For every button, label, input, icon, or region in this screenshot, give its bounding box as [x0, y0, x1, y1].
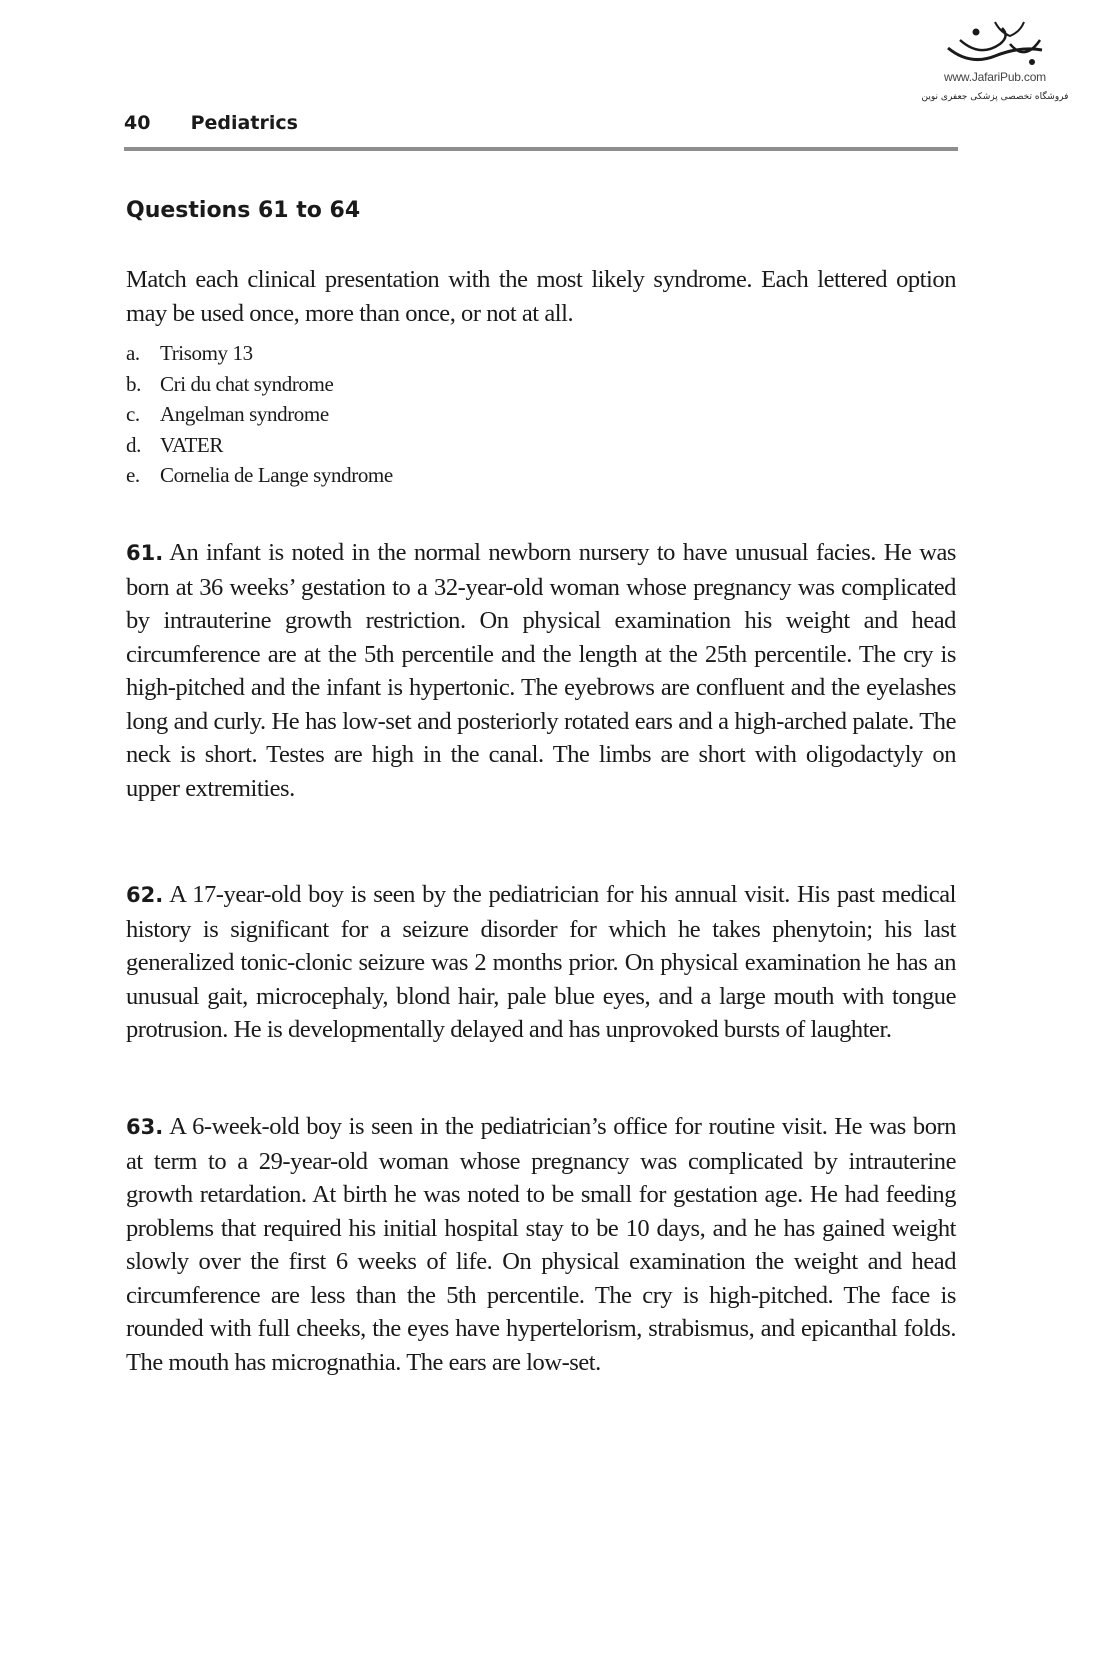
option-item [126, 338, 393, 369]
publisher-tagline: فروشگاه تخصصی پزشکی جعفری نوین [921, 92, 1069, 102]
option-letter: e. [126, 463, 140, 487]
header-rule [124, 147, 958, 151]
option-letter: a. [126, 341, 140, 365]
option-item [126, 369, 393, 400]
question-63 [126, 1110, 956, 1379]
page-number: 40 [124, 112, 151, 134]
option-text: Cri du chat syndrome [160, 371, 334, 396]
matching-instructions: Match each clinical presentation with the most likely syndrome. Each lettered option may be used once, more than once, or not at all. [126, 266, 956, 327]
option-text: Cornelia de Lange syndrome [160, 463, 393, 487]
calligraphy-logo-icon [940, 18, 1050, 68]
question-61 [126, 536, 956, 805]
question-stem: An infant is noted in the normal newborn nursery to have unusual facies. He was born at 36 weeks’ gestation to a 32-year-old woman whose pregnancy was complicated by intrauterine growth restriction. On physical examination his weight and head circumference are at the 5th percentile and the length at the 25th percentile. The cry is high-pitched and the infant is hypertonic. The eyebrows are confluent and the eyelashes long and curly. He has low-set and posteriorly rotated ears and a high-arched palate. The neck is short. Testes are high in the canal. The limbs are short with oligodactyly on upper extremities. [126, 539, 956, 802]
question-number: 62. [126, 883, 164, 907]
publisher-watermark [920, 18, 1070, 102]
section-title: Questions 61 to 64 [126, 198, 361, 223]
question-number: 61. [126, 541, 164, 565]
book-title: Pediatrics [190, 112, 298, 134]
option-item [126, 460, 393, 491]
option-item [126, 430, 393, 461]
running-header [124, 112, 298, 134]
option-text: Trisomy 13 [160, 341, 253, 365]
publisher-url: www.JafariPub.com [944, 70, 1046, 84]
option-letter: d. [126, 432, 141, 457]
question-number: 63. [126, 1115, 164, 1139]
option-letter: c. [126, 402, 140, 426]
option-text: VATER [160, 432, 223, 457]
question-stem: A 17-year-old boy is seen by the pediatrician for his annual visit. His past medical history is significant for a seizure disorder for which he takes phenytoin; his last generalized tonic-clonic seizure was 2 months prior. On physical examination he has an unusual gait, microcephaly, blond hair, pale blue eyes, and a large mouth with tongue protrusion. He is developmentally delayed and has unprovoked bursts of laughter. [126, 881, 956, 1043]
option-letter: b. [126, 371, 141, 396]
answer-options-list [126, 338, 393, 491]
option-text: Angelman syndrome [160, 402, 329, 426]
option-item [126, 399, 393, 430]
question-stem: A 6-week-old boy is seen in the pediatrician’s office for routine visit. He was born at term to a 29-year-old woman whose pregnancy was complicated by intrauterine growth retardation. At birth he was noted to be small for gestation age. He had feeding problems that required his initial hospital stay to be 10 days, and he has gained weight slowly over the first 6 weeks of life. On physical examination the weight and head circumference are less than the 5th percentile. The cry is high-pitched. The face is rounded with full cheeks, the eyes have hypertelorism, strabismus, and epicanthal folds. The mouth has micrognathia. The ears are low-set. [126, 1113, 956, 1376]
question-62 [126, 878, 956, 1047]
